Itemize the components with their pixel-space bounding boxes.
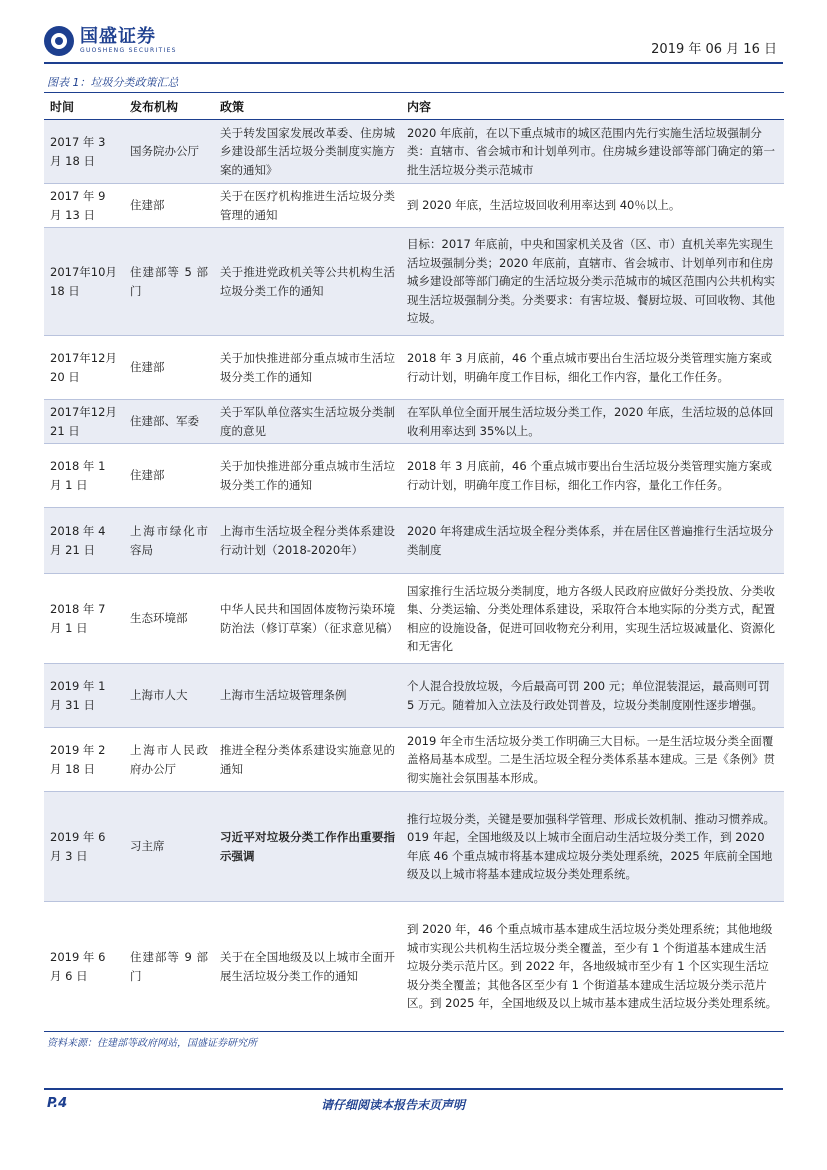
row-time: 2017 年 3 月 18 日 xyxy=(44,120,124,184)
row-time: 2018 年 7 月 1 日 xyxy=(44,574,124,664)
row-org: 住建部 xyxy=(124,336,214,400)
row-policy: 推进全程分类体系建设实施意见的通知 xyxy=(214,728,401,792)
row-content: 到 2020 年底，生活垃圾回收利用率达到 40％以上。 xyxy=(401,184,784,228)
row-time: 2017年12月 21 日 xyxy=(44,400,124,444)
footer-divider xyxy=(44,1088,783,1090)
row-content: 2018 年 3 月底前，46 个重点城市要出台生活垃圾分类管理实施方案或行动计划，明确年度工作目标，细化工作内容，量化工作任务。 xyxy=(401,336,784,400)
row-policy: 关于在医疗机构推进生活垃圾分类管理的通知 xyxy=(214,184,401,228)
brand-logo xyxy=(44,26,177,56)
row-content: 2020 年将建成生活垃圾全程分类体系，并在居住区普遍推行生活垃圾分类制度 xyxy=(401,508,784,574)
row-policy: 关于军队单位落实生活垃圾分类制度的意见 xyxy=(214,400,401,444)
row-org: 国务院办公厅 xyxy=(124,120,214,184)
logo-subtitle: GUOSHENG SECURITIES xyxy=(80,47,177,54)
row-time: 2017年12月 20 日 xyxy=(44,336,124,400)
row-content: 个人混合投放垃圾，今后最高可罚 200 元；单位混装混运，最高则可罚 5 万元。随着加入立法及行政处罚普及，垃圾分类制度刚性逐步增强。 xyxy=(401,664,784,728)
table-row xyxy=(44,792,784,902)
row-org: 上海市人民政府办公厅 xyxy=(124,728,214,792)
header-divider xyxy=(44,62,783,64)
row-policy: 关于在全国地级及以上城市全面开展生活垃圾分类工作的通知 xyxy=(214,902,401,1032)
table-row xyxy=(44,508,784,574)
row-time: 2019 年 2 月 18 日 xyxy=(44,728,124,792)
table-row xyxy=(44,902,784,1032)
row-policy: 上海市生活垃圾全程分类体系建设行动计划（2018-2020年） xyxy=(214,508,401,574)
header-time: 时间 xyxy=(44,93,124,120)
row-time: 2019 年 6 月 3 日 xyxy=(44,792,124,902)
header-content: 内容 xyxy=(401,93,784,120)
row-time: 2019 年 1 月 31 日 xyxy=(44,664,124,728)
row-time: 2018 年 4 月 21 日 xyxy=(44,508,124,574)
row-policy: 中华人民共和国固体废物污染环境防治法（修订草案）（征求意见稿） xyxy=(214,574,401,664)
logo-name: 国盛证券 xyxy=(80,26,156,47)
row-content: 2020 年底前，在以下重点城市的城区范围内先行实施生活垃圾强制分类：直辖市、省会城市和计划单列市。住房城乡建设部等部门确定的第一批生活垃圾分类示范城市 xyxy=(401,120,784,184)
table-body xyxy=(44,120,784,1032)
row-org: 生态环境部 xyxy=(124,574,214,664)
table-row xyxy=(44,120,784,184)
row-policy: 关于转发国家发展改革委、住房城乡建设部生活垃圾分类制度实施方案的通知》 xyxy=(214,120,401,184)
table-row xyxy=(44,574,784,664)
row-content: 目标：2017 年底前，中央和国家机关及省（区、市）直机关率先实现生活垃圾强制分类；2020 年底前，直辖市、省会城市、计划单列市和住房城乡建设部等部门确定的生活垃圾分类示范城市的城区范围内公共机构实现生活垃圾强制分类。分类要求：有害垃圾、餐厨垃圾、可回收物、其他垃圾。 xyxy=(401,228,784,336)
row-org: 住建部 xyxy=(124,444,214,508)
figure-caption: 图表 1：垃圾分类政策汇总 xyxy=(47,76,179,89)
row-org: 住建部、军委 xyxy=(124,400,214,444)
header-org: 发布机构 xyxy=(124,93,214,120)
table-row xyxy=(44,444,784,508)
row-policy: 关于加快推进部分重点城市生活垃圾分类工作的通知 xyxy=(214,336,401,400)
table-row xyxy=(44,184,784,228)
table-header-row xyxy=(44,93,784,120)
row-time: 2019 年 6 月 6 日 xyxy=(44,902,124,1032)
row-org: 上海市人大 xyxy=(124,664,214,728)
row-content: 国家推行生活垃圾分类制度，地方各级人民政府应做好分类投放、分类收集、分类运输、分类处理体系建设，采取符合本地实际的分类方式，配置相应的设施设备，促进可回收物充分利用，实现生活垃圾减量化、资源化和无害化 xyxy=(401,574,784,664)
report-date: 2019 年 06 月 16 日 xyxy=(651,42,777,57)
row-content: 推行垃圾分类，关键是要加强科学管理、形成长效机制、推动习惯养成。019 年起，全国地级及以上城市全面启动生活垃圾分类工作，到 2020 年底 46 个重点城市将基本建成垃圾分类处理系统，2025 年底前全国地级及以上城市将基本建成垃圾分类处理系统。 xyxy=(401,792,784,902)
row-policy: 习近平对垃圾分类工作作出重要指示强调 xyxy=(214,792,401,902)
row-org: 住建部等 5 部门 xyxy=(124,228,214,336)
row-policy: 关于推进党政机关等公共机构生活垃圾分类工作的通知 xyxy=(214,228,401,336)
source-note: 资料来源：住建部等政府网站，国盛证券研究所 xyxy=(47,1038,257,1049)
row-org: 住建部等 9 部门 xyxy=(124,902,214,1032)
row-content: 2018 年 3 月底前，46 个重点城市要出台生活垃圾分类管理实施方案或行动计划，明确年度工作目标，细化工作内容，量化工作任务。 xyxy=(401,444,784,508)
row-time: 2017年10月 18 日 xyxy=(44,228,124,336)
header-policy: 政策 xyxy=(214,93,401,120)
logo-icon xyxy=(44,26,74,56)
row-content: 到 2020 年，46 个重点城市基本建成生活垃圾分类处理系统；其他地级城市实现公共机构生活垃圾分类全覆盖，至少有 1 个街道基本建成生活垃圾分类示范片区。到 2022 年，各地级城市至少有 1 个区实现生活垃圾分类全覆盖；其他各区至少有 1 个街道基本建成生活垃圾分类示范片区。到 2025 年，全国地级及以上城市基本建成生活垃圾分类处理系统。 xyxy=(401,902,784,1032)
policy-table xyxy=(44,92,784,1032)
table-row xyxy=(44,400,784,444)
row-policy: 上海市生活垃圾管理条例 xyxy=(214,664,401,728)
table-row xyxy=(44,728,784,792)
page-number: P.4 xyxy=(47,1096,68,1111)
row-time: 2018 年 1 月 1 日 xyxy=(44,444,124,508)
table-row xyxy=(44,664,784,728)
row-content: 在军队单位全面开展生活垃圾分类工作，2020 年底，生活垃圾的总体回收利用率达到 35%以上。 xyxy=(401,400,784,444)
row-policy: 关于加快推进部分重点城市生活垃圾分类工作的通知 xyxy=(214,444,401,508)
table-row xyxy=(44,228,784,336)
row-org: 上海市绿化市容局 xyxy=(124,508,214,574)
row-org: 住建部 xyxy=(124,184,214,228)
footer-disclaimer: 请仔细阅读本报告末页声明 xyxy=(321,1098,466,1112)
row-time: 2017 年 9 月 13 日 xyxy=(44,184,124,228)
row-content: 2019 年全市生活垃圾分类工作明确三大目标。一是生活垃圾分类全面覆盖格局基本成型。二是生活垃圾全程分类体系基本建成。三是《条例》贯彻实施社会氛围基本形成。 xyxy=(401,728,784,792)
row-org: 习主席 xyxy=(124,792,214,902)
table-row xyxy=(44,336,784,400)
